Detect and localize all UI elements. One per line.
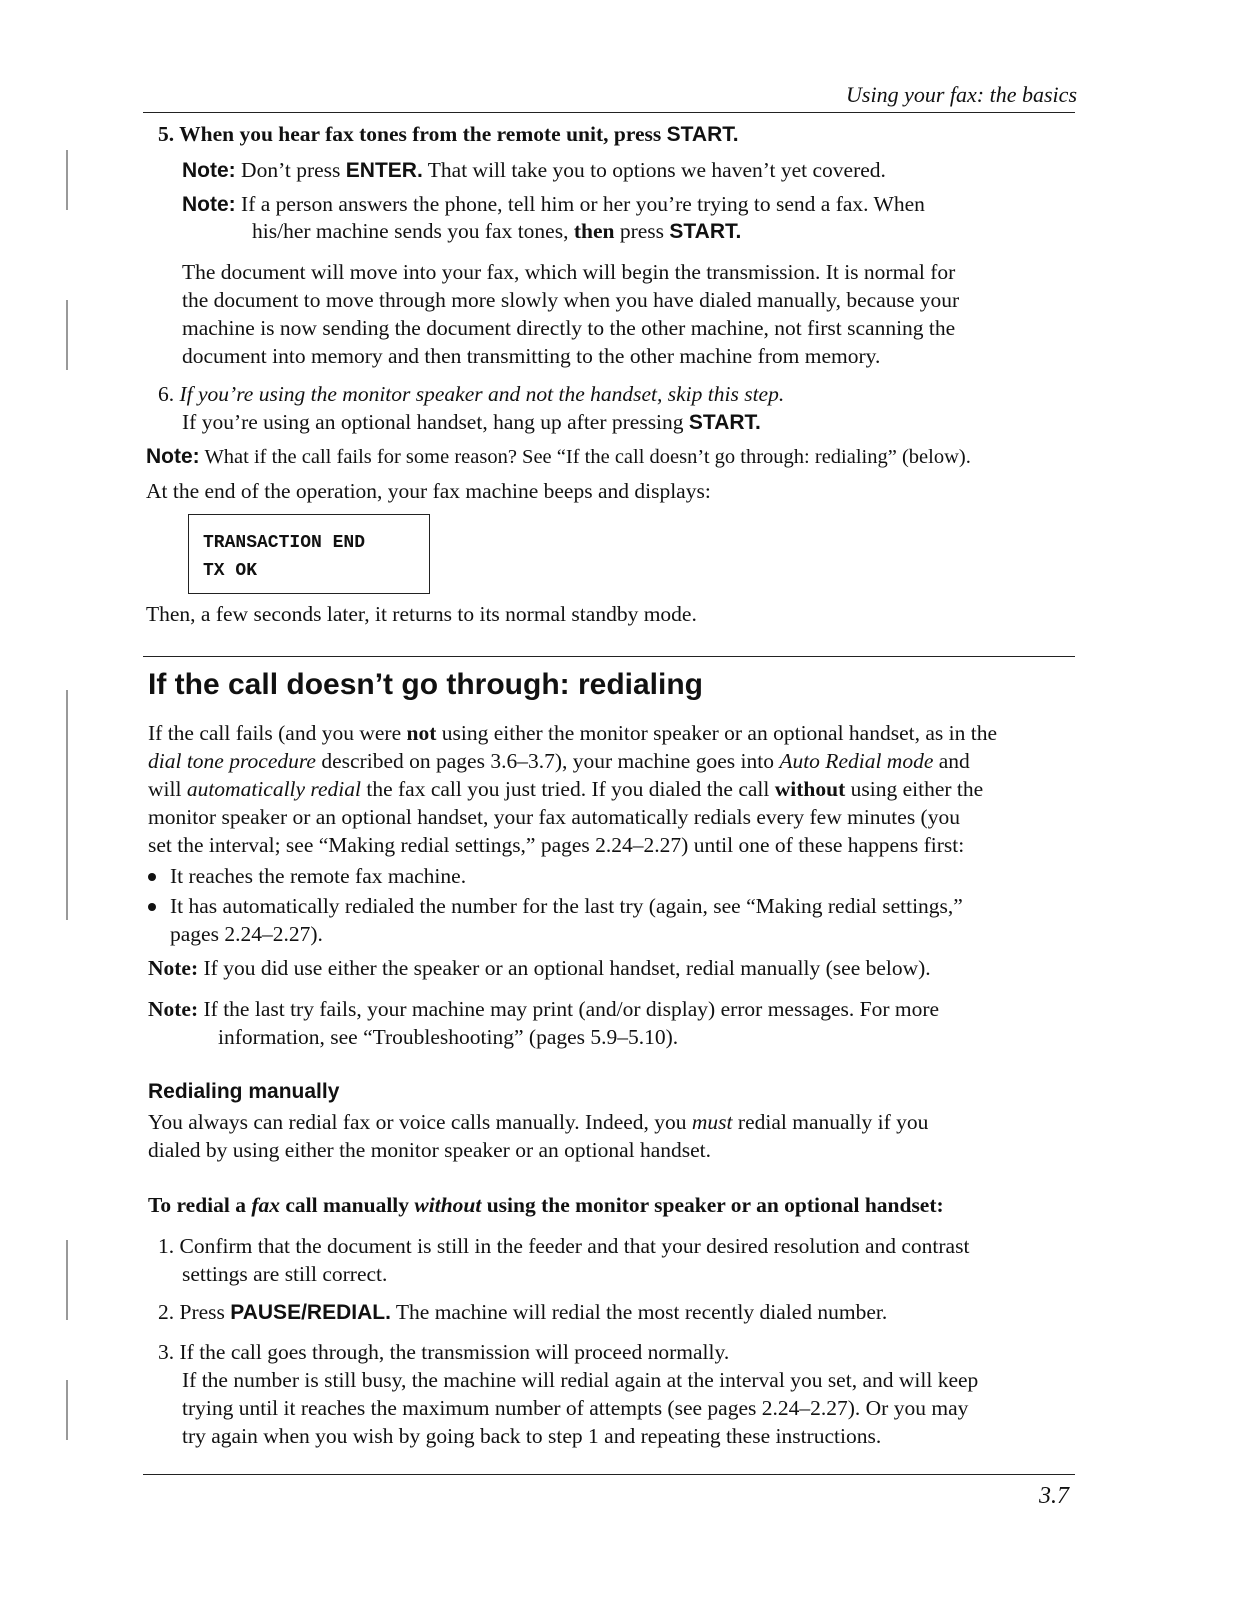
step-6-line-2 xyxy=(182,408,761,437)
step-number: 2. xyxy=(158,1300,175,1324)
step-text: Press xyxy=(179,1300,231,1324)
paragraph-line: set the interval; see “Making redial settings,” pages 2.24–2.27) until one of these happens first: xyxy=(148,833,965,857)
note-text-a: Don’t press xyxy=(241,158,346,182)
text: If the call fails (and you were xyxy=(148,721,407,745)
step-number: 3. xyxy=(158,1340,175,1364)
scan-mark xyxy=(66,150,68,210)
pause-redial-key-label: PAUSE/REDIAL. xyxy=(230,1301,391,1324)
note-redial-manually xyxy=(148,954,931,982)
emphasis-must: must xyxy=(691,1110,733,1134)
step-number: 5. xyxy=(158,122,175,146)
text: described on pages 3.6–3.7), your machine goes into xyxy=(315,749,780,773)
note-label: Note: xyxy=(148,997,199,1021)
procedure-step-3-line-2: If the number is still busy, the machine will redial again at the interval you set, and will keep xyxy=(182,1368,979,1392)
note-person-answers xyxy=(182,190,925,219)
end-of-operation-line: At the end of the operation, your fax machine beeps and displays: xyxy=(146,479,711,503)
page-number: 3.7 xyxy=(1039,1483,1069,1509)
text: redial manually if you xyxy=(732,1110,929,1134)
text: and xyxy=(933,749,970,773)
paragraph-line: machine is now sending the document directly to the other machine, not first scanning the xyxy=(182,316,956,340)
note-text: If you did use either the speaker or an optional handset, redial manually (see below). xyxy=(203,956,931,980)
paragraph-line xyxy=(148,747,997,775)
text: the fax call you just tried. If you dialed the call xyxy=(361,777,775,801)
note-last-try-line-2: information, see “Troubleshooting” (pages 5.9–5.10). xyxy=(218,1025,679,1049)
step-text: The machine will redial the most recently dialed number. xyxy=(390,1300,888,1324)
footer-rule xyxy=(143,1474,1075,1475)
procedure-step-1 xyxy=(158,1232,969,1260)
procedure-step-3-line-4: try again when you wish by going back to step 1 and repeating these instructions. xyxy=(182,1424,882,1448)
scan-mark xyxy=(66,690,68,920)
note-enter xyxy=(182,156,886,185)
running-header: Using your fax: the basics xyxy=(846,82,1077,107)
scan-mark xyxy=(66,1380,68,1440)
note-line-1: If the last try fails, your machine may print (and/or display) error messages. For more xyxy=(203,997,940,1021)
section-heading: If the call doesn’t go through: redialing xyxy=(148,668,703,701)
step-number: 1. xyxy=(158,1234,175,1258)
bullet-icon xyxy=(148,903,156,911)
procedure-title xyxy=(148,1191,944,1219)
step-5 xyxy=(158,120,739,149)
text: will xyxy=(148,777,187,801)
bullet-icon xyxy=(148,873,156,881)
paragraph-line: monitor speaker or an optional handset, your fax automatically redials every few minutes (you xyxy=(148,805,960,829)
fax-display-box xyxy=(188,514,430,594)
paragraph-line: dialed by using either the monitor speaker or an optional handset. xyxy=(148,1138,712,1162)
emphasis-auto-redial: automatically redial xyxy=(186,777,361,801)
note-person-answers-line-2 xyxy=(252,217,741,246)
paragraph-line xyxy=(148,1108,928,1136)
redial-paragraph xyxy=(148,719,997,859)
enter-key-label: ENTER. xyxy=(345,159,423,182)
bullet-item: It reaches the remote fax machine. xyxy=(170,864,467,888)
note-call-fails xyxy=(146,443,971,471)
scan-mark xyxy=(66,1240,68,1320)
paragraph-line: The document will move into your fax, which will begin the transmission. It is normal for xyxy=(182,260,956,284)
manual-paragraph xyxy=(148,1108,928,1164)
bullet-item: It has automatically redialed the number for the last try (again, see “Making redial settings,” xyxy=(170,894,963,918)
step-text: If you’re using an optional handset, hang up after pressing xyxy=(182,410,689,434)
subheading: Redialing manually xyxy=(148,1080,340,1103)
paragraph-line xyxy=(148,775,997,803)
note-text-b: That will take you to options we haven’t yet covered. xyxy=(422,158,886,182)
header-rule xyxy=(143,112,1075,113)
bullet-item-continued: pages 2.24–2.27). xyxy=(170,922,323,946)
paragraph-line: the document to move through more slowly when you have dialed manually, because your xyxy=(182,288,960,312)
emphasis-without: without xyxy=(774,777,846,801)
note-last-try xyxy=(148,995,939,1023)
paragraph-line xyxy=(148,719,997,747)
section-rule xyxy=(143,656,1075,657)
procedure-step-3 xyxy=(158,1338,729,1366)
note-text: press xyxy=(614,219,670,243)
note-label: Note: xyxy=(182,193,236,216)
display-line-2: TX OK xyxy=(203,561,258,581)
emphasis-without: without xyxy=(414,1193,482,1217)
step-text: When you hear fax tones from the remote unit, press xyxy=(179,122,667,146)
text: using either the xyxy=(845,777,984,801)
step-text: Confirm that the document is still in the feeder and that your desired resolution and contrast xyxy=(179,1234,970,1258)
step-6 xyxy=(158,380,784,408)
procedure-step-3-line-3: trying until it reaches the maximum number of attempts (see pages 2.24–2.27). Or you may xyxy=(182,1396,969,1420)
start-key-label: START. xyxy=(666,123,739,146)
text: You always can redial fax or voice calls manually. Indeed, you xyxy=(148,1110,692,1134)
note-text: What if the call fails for some reason? See “If the call doesn’t go through: redialing” (below). xyxy=(204,446,971,468)
transmission-paragraph xyxy=(182,258,959,370)
note-line-1: If a person answers the phone, tell him or her you’re trying to send a fax. When xyxy=(241,192,925,216)
scan-mark xyxy=(66,300,68,370)
step-italic-text: If you’re using the monitor speaker and not the handset, skip this step. xyxy=(179,382,785,406)
note-label: Note: xyxy=(148,956,199,980)
emphasis-not: not xyxy=(406,721,437,745)
display-line-1: TRANSACTION END xyxy=(203,533,366,553)
standby-line: Then, a few seconds later, it returns to its normal standby mode. xyxy=(146,602,697,626)
emphasis-auto-redial: Auto Redial mode xyxy=(779,749,934,773)
text: using the monitor speaker or an optional handset: xyxy=(481,1193,944,1217)
procedure-step-2 xyxy=(158,1298,887,1327)
step-text: If the call goes through, the transmission will proceed normally. xyxy=(179,1340,730,1364)
emphasis-dial-tone: dial tone procedure xyxy=(148,749,316,773)
emphasis-fax: fax xyxy=(251,1193,281,1217)
note-label: Note: xyxy=(146,445,200,468)
text: call manually xyxy=(280,1193,415,1217)
text: To redial a xyxy=(148,1193,252,1217)
start-key-label: START. xyxy=(669,220,742,243)
procedure-step-1-line-2: settings are still correct. xyxy=(182,1262,388,1286)
note-label: Note: xyxy=(182,159,236,182)
paragraph-line: document into memory and then transmitting to the other machine from memory. xyxy=(182,344,881,368)
step-number: 6. xyxy=(158,382,175,406)
start-key-label: START. xyxy=(688,411,761,434)
emphasis-then: then xyxy=(573,219,615,243)
text: using either the monitor speaker or an optional handset, as in the xyxy=(436,721,998,745)
note-text: his/her machine sends you fax tones, xyxy=(252,219,574,243)
